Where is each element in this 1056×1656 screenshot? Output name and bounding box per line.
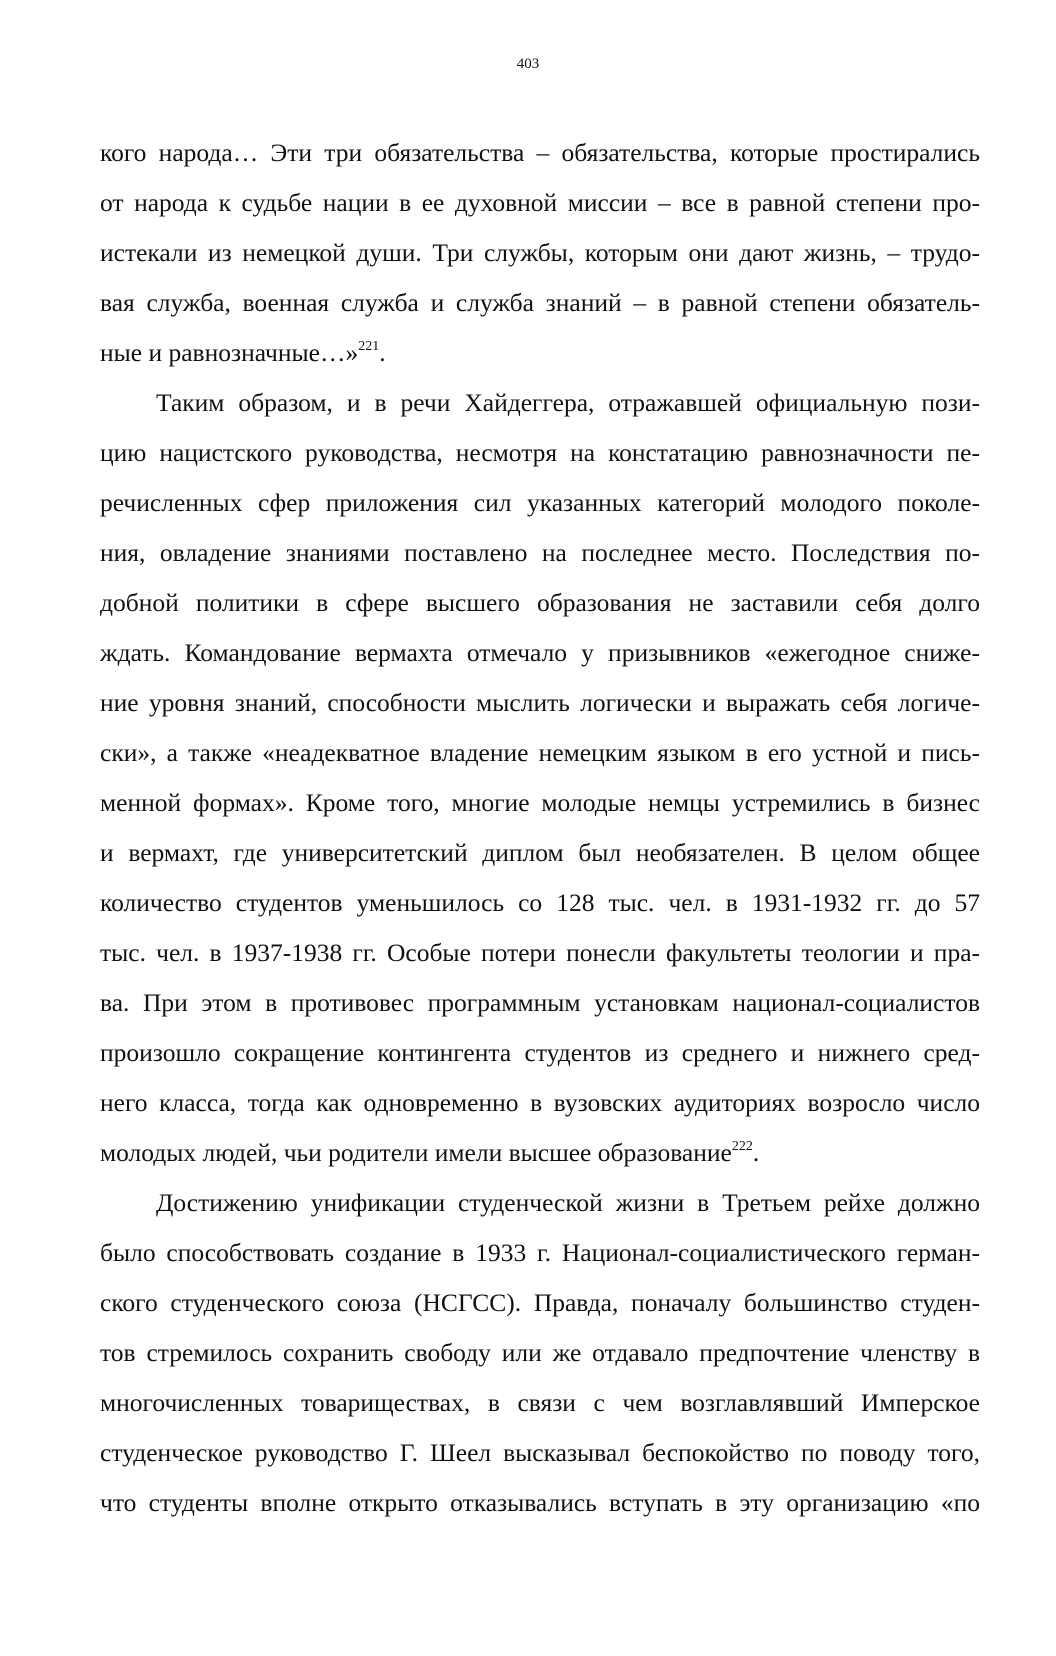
line-text: менной формах». Кроме того, многие молодые немцы устремились в бизнес (100, 788, 980, 817)
text-line (100, 1128, 980, 1178)
text-line (100, 928, 980, 978)
paragraph (100, 128, 980, 378)
text-line (100, 428, 980, 478)
line-text: студенческое руководство Г. Шеел высказывал беспокойство по поводу того, (100, 1438, 980, 1467)
line-text: и вермахт, где университетский диплом был необязателен. В целом общее (100, 838, 980, 867)
text-line (100, 478, 980, 528)
text-line (100, 978, 980, 1028)
line-text: тыс. чел. в 1937-1938 гг. Особые потери понесли факультеты теологии и пра- (100, 938, 980, 967)
line-text: молодых людей, чьи родители имели высшее образование (100, 1138, 732, 1167)
line-text: истекали из немецкой души. Три службы, которым они дают жизнь, – трудо- (100, 238, 980, 267)
line-text: произошло сокращение контингента студентов из среднего и нижнего сред- (100, 1038, 980, 1067)
line-text: ные и равнозначные…» (100, 338, 359, 367)
text-line (100, 1328, 980, 1378)
text-line (100, 528, 980, 578)
text-line (100, 1428, 980, 1478)
body-text (100, 128, 980, 1528)
page-number: 403 (516, 56, 540, 72)
text-line (100, 578, 980, 628)
text-line (100, 378, 980, 428)
text-line (100, 178, 980, 228)
text-line (100, 278, 980, 328)
text-line (100, 228, 980, 278)
line-text: ния, овладение знаниями поставлено на последнее место. Последствия по- (100, 538, 980, 567)
line-text: цию нацистского руководства, несмотря на констатацию равнозначности пе- (100, 438, 980, 467)
text-line (100, 1078, 980, 1128)
line-text: многочисленных товариществах, в связи с чем возглавлявший Имперское (100, 1388, 980, 1417)
line-text: кого народа… Эти три обязательства – обязательства, которые простирались (100, 138, 980, 167)
line-text: что студенты вполне открыто отказывались вступать в эту организацию «по (100, 1488, 980, 1517)
line-text: тов стремилось сохранить свободу или же отдавало предпочтение членству в (100, 1338, 980, 1367)
text-line (100, 828, 980, 878)
line-text: ва. При этом в противовес программным установкам национал-социалистов (100, 988, 980, 1017)
text-line (100, 628, 980, 678)
text-line (100, 878, 980, 928)
text-line (100, 1378, 980, 1428)
line-text: ние уровня знаний, способности мыслить логически и выражать себя логиче- (100, 688, 980, 717)
text-line (100, 678, 980, 728)
line-text: него класса, тогда как одновременно в вузовских аудиториях возросло число (100, 1088, 980, 1117)
line-text: добной политики в сфере высшего образования не заставили себя долго (100, 588, 980, 617)
text-line (100, 128, 980, 178)
line-text: количество студентов уменьшилось со 128 тыс. чел. в 1931-1932 гг. до 57 (100, 888, 980, 917)
footnote-marker: 221 (358, 339, 380, 354)
line-text: было способствовать создание в 1933 г. Национал-социалистического герман- (100, 1238, 980, 1267)
text-line (100, 728, 980, 778)
text-line (100, 1478, 980, 1528)
line-text: Достижению унификации студенческой жизни в Третьем рейхе должно (156, 1188, 980, 1217)
paragraph (100, 1178, 980, 1528)
line-text: от народа к судьбе нации в ее духовной миссии – все в равной степени про- (100, 188, 980, 217)
line-text: ски», а также «неадекватное владение немецким языком в его устной и пись- (100, 738, 980, 767)
text-line (100, 1278, 980, 1328)
line-text: вая служба, военная служба и служба знаний – в равной степени обязатель- (100, 288, 980, 317)
text-line (100, 1228, 980, 1278)
sentence-end: . (752, 1138, 760, 1167)
footnote-marker: 222 (731, 1139, 753, 1154)
sentence-end: . (379, 338, 386, 367)
text-line (100, 1178, 980, 1228)
line-text: ского студенческого союза (НСГСС). Правда, поначалу большинство студен- (100, 1288, 980, 1317)
paragraph (100, 378, 980, 1178)
line-text: ждать. Командование вермахта отмечало у призывников «ежегодное сниже- (100, 638, 980, 667)
text-line (100, 328, 980, 378)
line-text: Таким образом, и в речи Хайдеггера, отражавшей официальную пози- (156, 388, 980, 417)
line-text: речисленных сфер приложения сил указанных категорий молодого поколе- (100, 488, 980, 517)
text-line (100, 1028, 980, 1078)
text-line (100, 778, 980, 828)
